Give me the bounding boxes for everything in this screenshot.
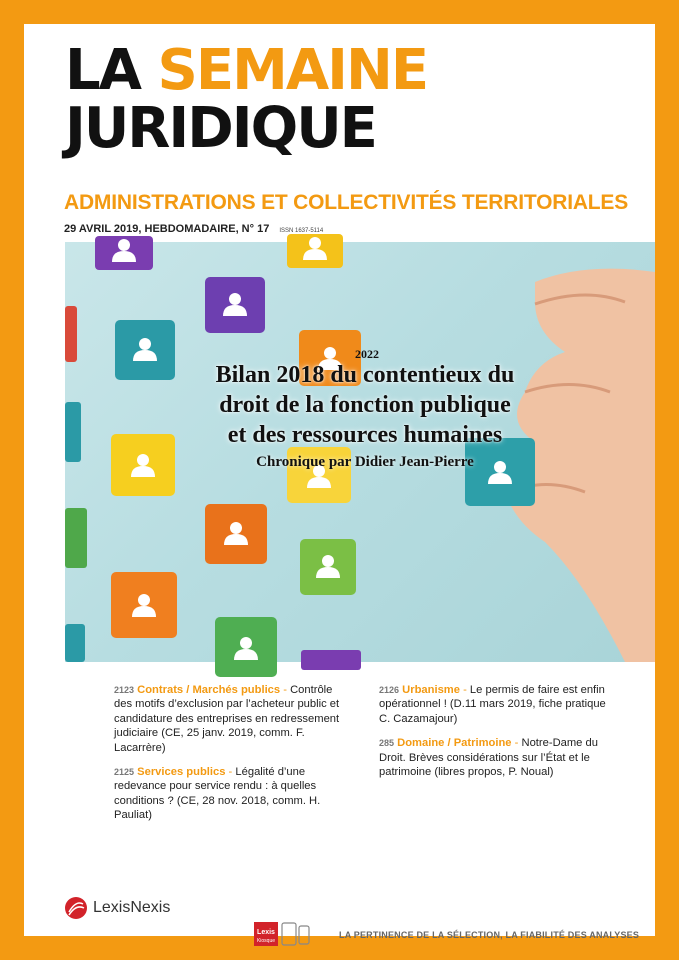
toc-number: 2123 [114, 685, 135, 695]
kiosque-label-a: Lexis [257, 929, 275, 936]
feature-title-line: et des ressources humaines [227, 422, 503, 448]
edition-subtitle: ADMINISTRATIONS ET COLLECTIVITÉS TERRITORIALES [64, 191, 629, 214]
toc-number: 2126 [379, 685, 400, 695]
person-cube-icon [287, 234, 343, 268]
lexis-kiosque-logo [254, 920, 312, 953]
toc-number: 285 [379, 738, 395, 749]
issue-date: 29 AVRIL 2019, HEBDOMADAIRE, N° 17 [64, 223, 270, 235]
feature-number: 2022 [355, 347, 379, 361]
toc-section: Contrats / Marchés publics [137, 684, 281, 696]
person-cube-icon [111, 572, 177, 638]
footer-tagline: LA PERTINENCE DE LA SÉLECTION, LA FIABILITÉ DES ANALYSES [339, 930, 640, 940]
masthead-semaine: SEMAINE [157, 38, 428, 103]
issn: ISSN 1637-5114 [279, 228, 324, 234]
masthead [65, 38, 428, 161]
feature-byline: Chronique par Didier Jean-Pierre [256, 454, 474, 470]
magazine-cover [24, 24, 655, 944]
lexisnexis-logo [64, 896, 170, 920]
toc-right-column [379, 683, 615, 789]
issue-line [64, 223, 323, 235]
toc-section: Services publics [137, 766, 226, 779]
person-cube-icon [65, 508, 87, 568]
publisher-name: LexisNexis [93, 899, 171, 916]
toc-left-column [114, 683, 346, 833]
feature-title-line: droit de la fonction publique [219, 392, 511, 418]
person-cube-icon [215, 617, 277, 677]
cubes-illustration [65, 242, 655, 662]
person-cube-icon [95, 236, 153, 270]
person-cube-icon [301, 650, 361, 670]
toc-section: Urbanisme [402, 684, 460, 696]
toc-text: Contrôle des motifs d’exclusion par l’acheteur public et candidature des entreprises en redressement judiciaire (CE, 25 janv. 2019, comm. F. Lacarrère) [114, 684, 340, 754]
lexisnexis-emblem-icon [64, 896, 88, 920]
person-cube-icon [205, 504, 267, 564]
toc-number: 2125 [114, 767, 135, 778]
toc-section: Domaine / Patrimoine [397, 737, 512, 750]
masthead-la: LA [65, 38, 158, 103]
toc-text: Légalité d’une redevance pour service rendu : à quelles conditions ? (CE, 28 nov. 2018, comm. H. Pauliat) [114, 766, 321, 822]
person-cube-icon [65, 624, 85, 662]
kiosque-devices-icon [254, 920, 312, 948]
person-cube-icon [205, 277, 265, 333]
person-cube-icon [300, 539, 356, 595]
toc-text: Le permis de faire est enfin opérationnel ! (D.11 mars 2019, fiche pratique C. Cazamajour) [379, 684, 606, 725]
toc-entry: 2126 Urbanisme - Le permis de faire est enfin opérationnel ! (D.11 mars 2019, fiche pratique C. Cazamajour) [379, 684, 606, 725]
masthead-juridique: JURIDIQUE [65, 96, 376, 161]
toc-entry: 2125 Services publics - Légalité d’une redevance pour service rendu : à quelles conditions ? (CE, 28 nov. 2018, comm. H. Pauliat) [114, 766, 321, 822]
feature-title [125, 360, 605, 450]
toc-text: Notre-Dame du Droit. Brèves considérations sur l’État et le patrimoine (libres propos, P. Noual) [379, 737, 598, 779]
person-cube-icon [65, 402, 81, 462]
kiosque-label-b: Kiosque [256, 938, 276, 944]
toc-entry: 2123 Contrats / Marchés publics - Contrôle des motifs d’exclusion par l’acheteur public et candidature des entreprises en redressement judiciaire (CE, 25 janv. 2019, comm. F. Lacarrère) [114, 684, 340, 754]
person-cube-icon [65, 306, 77, 362]
feature-title-line: Bilan 2018 du contentieux du [215, 362, 515, 388]
toc-entry: 285 Domaine / Patrimoine - Notre-Dame du Droit. Brèves considérations sur l’État et le patrimoine (libres propos, P. Noual) [379, 737, 598, 779]
cover-image [65, 242, 655, 662]
